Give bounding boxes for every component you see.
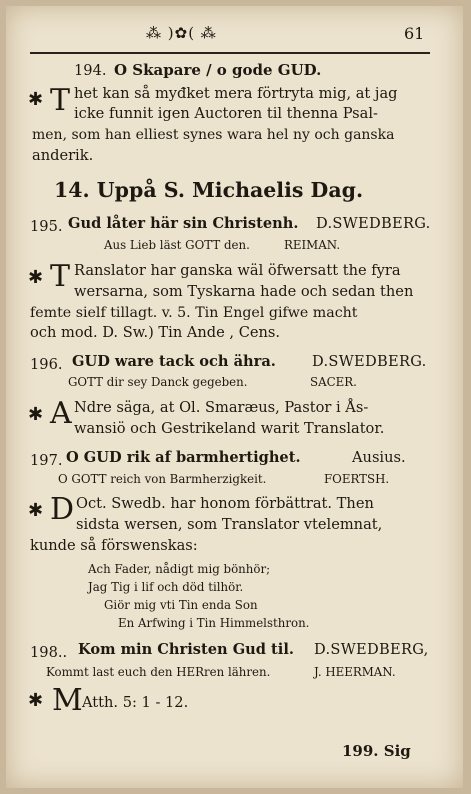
book-page [6,6,463,788]
catchword: 199. Sig [342,742,411,760]
hymn-author: Ausius. [352,449,406,466]
text-line: men, som han elliest synes wara hel ny och ganska [32,127,395,143]
german-title: O GOTT reich von Barmherzigkeit. [58,472,267,486]
verse-line: Giör mig vti Tin enda Son [104,598,258,612]
hymn-title: O Skapare / o gode GUD. [114,61,322,79]
german-title: Kommt last euch den HERren lähren. [46,665,271,679]
text-line: femte sielf tillagt. v. 5. Tin Engel gifwe macht [30,305,358,321]
section-title: 14. Uppå S. Michaelis Dag. [54,178,364,202]
star-mark: ✱ [28,89,44,110]
verse-line: En Arfwing i Tin Himmelsthron. [118,616,310,630]
star-mark: ✱ [28,267,44,288]
verse-line: Ach Fader, nådigt mig bönhör; [88,562,271,576]
german-author: FOERTSH. [324,472,390,486]
drop-cap: T [50,83,71,118]
hymn-title: Gud låter här sin Christenh. [68,215,299,232]
text-line: och mod. D. Sw.) Tin Ande , Cens. [30,324,281,341]
hymn-number: 197. [30,452,63,469]
hymn-number: 198.. [30,644,68,661]
text-line: anderik. [32,147,94,164]
hymn-number: 194. [74,62,107,79]
text-line: icke funnit igen Auctoren til thenna Psal- [74,105,378,122]
hymn-title: O GUD rik af barmhertighet. [66,449,301,466]
page-number: 61 [404,24,425,43]
text-line: sidsta wersen, som Translator vtelemnat, [76,516,383,533]
hymn-number: 195. [30,218,63,235]
text-line: wansiö och Gestrikeland warit Translator. [74,420,385,437]
hymn-title: GUD ware tack och ähra. [72,353,276,370]
german-author: SACER. [310,375,357,389]
german-author: J. HEERMAN. [314,665,396,679]
ornament: ⁂ )✿( ⁂ [146,24,217,42]
text-line: Ranslator har ganska wäl öfwersatt the fyra [74,262,401,279]
verse-line: Jag Tig i lif och död tilhör. [88,580,244,594]
star-mark: ✱ [28,500,44,521]
german-title: GOTT dir sey Danck gegeben. [68,375,248,389]
star-mark: ✱ [28,690,44,711]
text-line: het kan så myđket mera förtryta mig, at jag [74,85,398,102]
drop-cap: T [50,259,71,294]
hymn-title: Kom min Christen Gud til. [78,641,294,658]
hymn-author: D.SWEDBERG, [314,641,429,658]
text-line: Atth. 5: 1 - 12. [82,694,189,711]
hymn-author: D.SWEDBERG. [312,353,427,370]
header-rule [30,52,430,54]
german-author: REIMAN. [284,238,341,252]
german-title: Aus Lieb läst GOTT den. [104,238,250,252]
text-line: wersarna, som Tyskarna hade och sedan then [74,283,414,300]
text-line: Oct. Swedb. har honom förbättrat. Then [76,495,374,512]
drop-cap: M [52,683,83,718]
hymn-number: 196. [30,356,63,373]
drop-cap: A [50,396,72,431]
hymn-author: D.SWEDBERG. [316,215,431,232]
drop-cap: D [50,492,75,527]
text-line: Ndre säga, at Ol. Smaræus, Pastor i Ås- [74,399,369,416]
star-mark: ✱ [28,404,44,425]
text-line: kunde så förswenskas: [30,537,198,554]
